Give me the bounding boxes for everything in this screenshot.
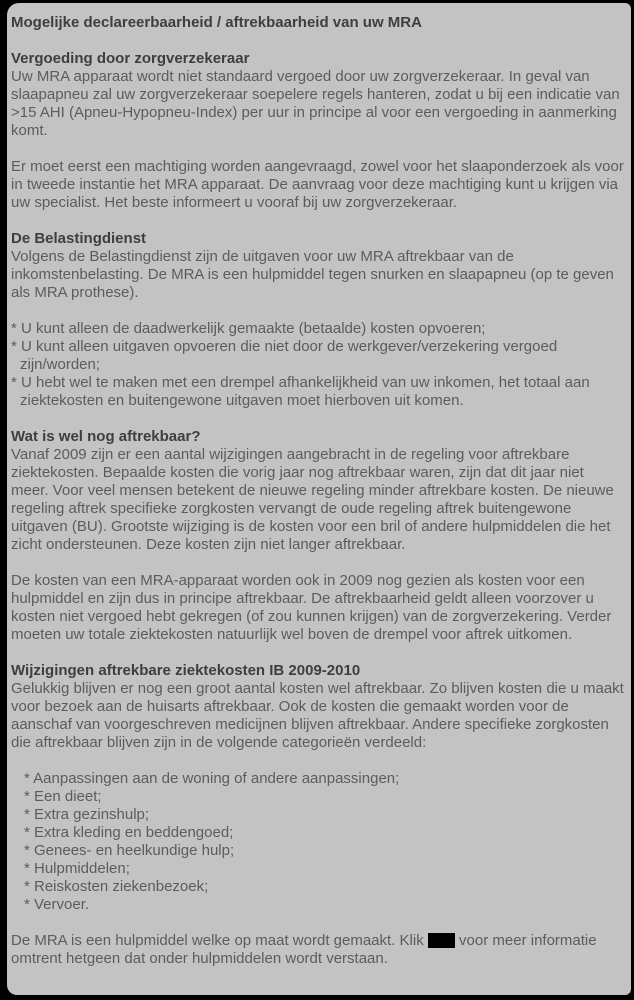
paragraph-wat-aftrekbaar-1: Vanaf 2009 zijn er een aantal wijzigingen aangebracht in de regeling voor aftrekbare ziektekosten. Bepaalde kosten die vorig jaar nog aftrekbaar waren, zijn dat dit jaar niet meer. Voor veel mensen betekent de nieuwe regeling minder aftrekbare kosten. De nieuwe regeling aftrek specifieke zorgkosten vervangt de oude regeling aftrek buitengewone uitgaven (BU). Grootste wijziging is de kosten voor een bril of andere hulpmiddelen die het zicht ondersteunen. Deze kosten zijn niet langer aftrekbaar.: [11, 446, 614, 553]
category-list: [24, 770, 625, 914]
paragraph-belastingdienst: Volgens de Belastingdienst zijn de uitgaven voor uw MRA aftrekbaar van de inkomstenbelasting. De MRA is een hulpmiddel tegen snurken en slaapapneu (op te geven als MRA prothese).: [11, 248, 614, 301]
section-heading-vergoeding: Vergoeding door zorgverzekeraar: [11, 50, 250, 67]
redacted-link-box[interactable]: [428, 933, 455, 948]
category-item: * Reiskosten ziekenbezoek;: [24, 878, 209, 895]
category-item: * Extra gezinshulp;: [24, 806, 150, 823]
section-heading-wijzigingen: Wijzigingen aftrekbare ziektekosten IB 2009-2010: [11, 662, 361, 679]
category-item: * Extra kleding en beddengoed;: [24, 824, 234, 841]
info-panel: [7, 3, 631, 995]
bullet-list-belastingdienst: [11, 320, 625, 410]
paragraph-vergoeding-2: Er moet eerst een machtiging worden aangevraagd, zowel voor het slaaponderzoek als voor in tweede instantie het MRA apparaat. De aanvraag voor deze machtiging kunt u krijgen via uw specialist. Het beste informeert u vooraf bij uw zorgverzekeraar.: [11, 158, 624, 211]
closing-text-after-link: voor meer informatie omtrent hetgeen dat onder hulpmiddelen wordt verstaan.: [11, 932, 597, 967]
bullet-item: * U kunt alleen uitgaven opvoeren die niet door de werkgever/verzekering vergoed zijn/worden;: [11, 338, 558, 373]
section-heading-wat-aftrekbaar: Wat is wel nog aftrekbaar?: [11, 428, 201, 445]
category-item: * Hulpmiddelen;: [24, 860, 130, 877]
bullet-item: * U kunt alleen de daadwerkelijk gemaakte (betaalde) kosten opvoeren;: [11, 320, 486, 337]
paragraph-wat-aftrekbaar-2: De kosten van een MRA-apparaat worden ook in 2009 nog gezien als kosten voor een hulpmiddel en zijn dus in principe aftrekbaar. De aftrekbaarheid geldt alleen voorzover u kosten niet vergoed hebt gekregen (of zou kunnen krijgen) van de zorgverzekering. Verder moeten uw totale ziektekosten natuurlijk wel boven de drempel voor aftrek uitkomen.: [11, 572, 612, 643]
page-title: Mogelijke declareerbaarheid / aftrekbaarheid van uw MRA: [11, 14, 422, 31]
closing-text-before-link: De MRA is een hulpmiddel welke op maat wordt gemaakt. Klik: [11, 932, 424, 949]
category-item: * Een dieet;: [24, 788, 102, 805]
category-item: * Genees- en heelkundige hulp;: [24, 842, 235, 859]
paragraph-vergoeding-1: Uw MRA apparaat wordt niet standaard vergoed door uw zorgverzekeraar. In geval van slaapapneu zal uw zorgverzekeraar soepelere regels hanteren, zodat u bij een indicatie van >15 AHI (Apneu-Hypopneu-Index) per uur in principe al voor een vergoeding in aanmerking komt.: [11, 68, 620, 139]
closing-paragraph: [11, 932, 625, 968]
section-heading-belastingdienst: De Belastingdienst: [11, 230, 147, 247]
category-item: * Vervoer.: [24, 896, 90, 913]
paragraph-wijzigingen: Gelukkig blijven er nog een groot aantal kosten wel aftrekbaar. Zo blijven kosten die u maakt voor bezoek aan de huisarts aftrekbaar. Ook de kosten die gemaakt worden voor de aanschaf van voorgeschreven medicijnen blijven aftrekbaar. Andere specifieke zorgkosten die aftrekbaar blijven zijn in de volgende categorieën verdeeld:: [11, 680, 624, 751]
bullet-item: * U hebt wel te maken met een drempel afhankelijkheid van uw inkomen, het totaal aan ziektekosten en buitengewone uitgaven moet hierboven uit komen.: [11, 374, 590, 409]
category-item: * Aanpassingen aan de woning of andere aanpassingen;: [24, 770, 400, 787]
